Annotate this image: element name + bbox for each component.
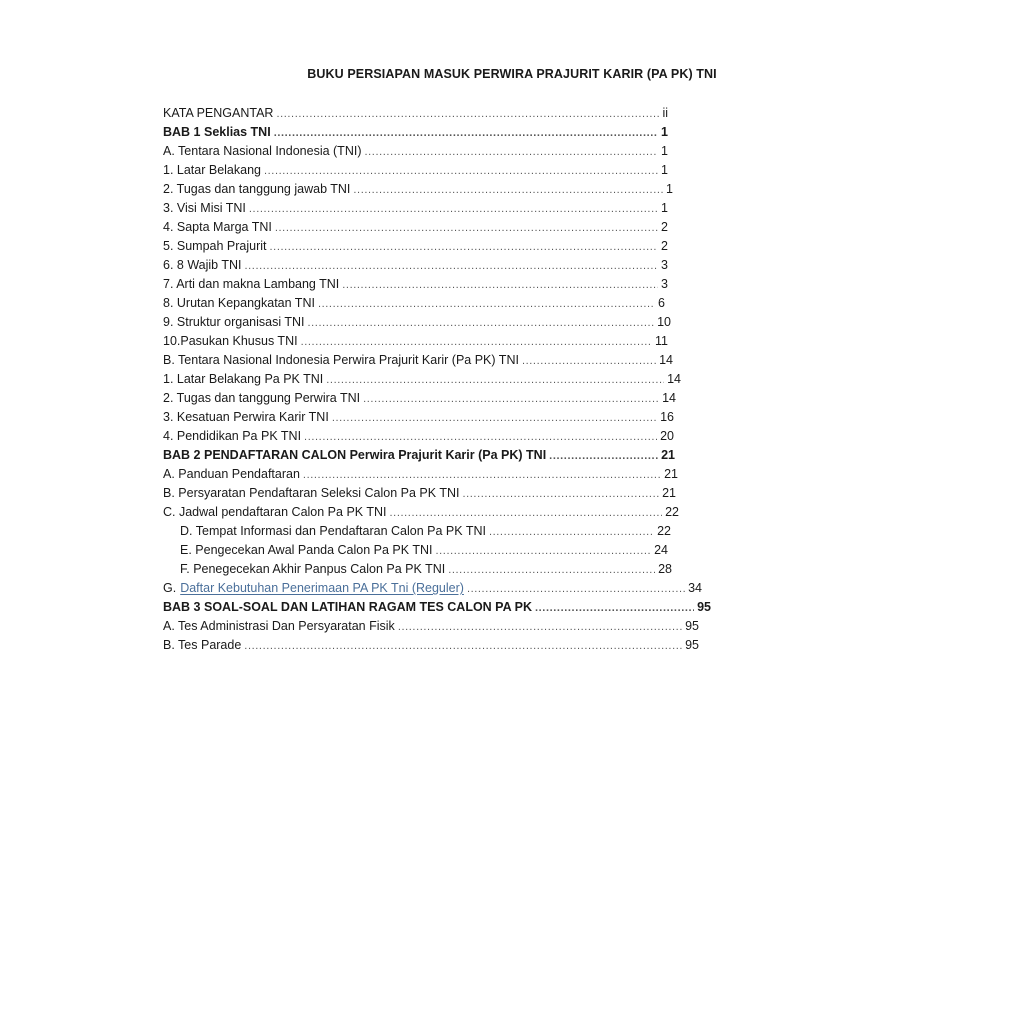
toc-dot-leader [390, 504, 663, 523]
toc-page-number: 11 [655, 334, 668, 348]
toc-dot-leader [522, 352, 656, 371]
toc-entry[interactable] [163, 218, 668, 237]
toc-dot-leader [435, 542, 651, 561]
toc-entry-label: C. Jadwal pendaftaran Calon Pa PK TNI [163, 505, 387, 519]
toc-entry-label: 8. Urutan Kepangkatan TNI [163, 296, 315, 310]
toc-dot-leader [264, 162, 658, 181]
toc-page-number: 28 [658, 562, 672, 576]
toc-page-number: 14 [667, 372, 681, 386]
toc-entry-link[interactable]: Daftar Kebutuhan Penerimaan PA PK Tni (Reguler) [180, 581, 464, 595]
table-of-contents [163, 104, 711, 655]
toc-dot-leader [549, 447, 658, 466]
toc-entry[interactable] [163, 199, 668, 218]
toc-entry[interactable] [163, 294, 665, 313]
toc-entry[interactable] [163, 427, 674, 446]
toc-entry[interactable] [163, 465, 678, 484]
toc-entry[interactable] [163, 541, 668, 560]
toc-page-number: 10 [657, 315, 671, 329]
toc-entry[interactable] [163, 560, 672, 579]
toc-dot-leader [245, 257, 659, 276]
toc-entry[interactable] [163, 484, 676, 503]
toc-dot-leader [398, 618, 682, 637]
toc-entry[interactable] [163, 579, 702, 598]
toc-entry[interactable] [163, 351, 673, 370]
toc-entry-label: 1. Latar Belakang Pa PK TNI [163, 372, 324, 386]
toc-page-number: 95 [697, 600, 711, 614]
toc-entry-label: 2. Tugas dan tanggung Perwira TNI [163, 391, 361, 405]
toc-entry-label: 2. Tugas dan tanggung jawab TNI [163, 182, 351, 196]
toc-dot-leader [304, 428, 657, 447]
toc-dot-leader [448, 561, 655, 580]
toc-page-number: 22 [657, 524, 671, 538]
toc-dot-leader [489, 523, 654, 542]
toc-page-number: 1 [661, 144, 668, 158]
toc-page-number: 20 [660, 429, 674, 443]
toc-dot-leader [303, 466, 661, 485]
toc-entry-label: A. Tentara Nasional Indonesia (TNI) [163, 144, 362, 158]
toc-dot-leader [275, 219, 658, 238]
toc-entry-label: 10.Pasukan Khusus TNI [163, 334, 298, 348]
toc-entry-label: B. Tes Parade [163, 638, 242, 652]
toc-page-number: 14 [662, 391, 676, 405]
toc-entry-label: 3. Visi Misi TNI [163, 201, 246, 215]
toc-page-number: 21 [664, 467, 678, 481]
toc-entry[interactable] [163, 313, 671, 332]
toc-entry[interactable] [163, 598, 711, 617]
toc-entry-label: 5. Sumpah Prajurit [163, 239, 267, 253]
toc-page-number: 95 [685, 638, 699, 652]
toc-entry-label: BAB 1 Seklias TNI [163, 125, 271, 139]
toc-entry[interactable] [163, 370, 681, 389]
toc-page-number: 34 [688, 581, 702, 595]
toc-entry-label: 4. Pendidikan Pa PK TNI [163, 429, 302, 443]
toc-entry-label: 1. Latar Belakang [163, 163, 261, 177]
toc-entry[interactable] [163, 446, 675, 465]
toc-entry[interactable] [163, 275, 668, 294]
toc-page-number: 14 [659, 353, 673, 367]
toc-entry[interactable] [163, 142, 668, 161]
toc-dot-leader [353, 181, 663, 200]
toc-dot-leader [332, 409, 657, 428]
document-title: BUKU PERSIAPAN MASUK PERWIRA PRAJURIT KARIR (PA PK) TNI [307, 67, 717, 81]
toc-page-number: 2 [661, 239, 668, 253]
toc-entry[interactable] [163, 180, 673, 199]
toc-entry-label: B. Persyaratan Pendaftaran Seleksi Calon Pa PK TNI [163, 486, 460, 500]
toc-entry[interactable] [163, 617, 699, 636]
toc-entry-label: D. Tempat Informasi dan Pendaftaran Calon Pa PK TNI [180, 524, 486, 538]
toc-page-number: 21 [661, 448, 675, 462]
toc-page-number: 22 [665, 505, 679, 519]
toc-page-number: 24 [654, 543, 668, 557]
toc-dot-leader [342, 276, 658, 295]
toc-page-number: 21 [662, 486, 676, 500]
toc-dot-leader [535, 599, 694, 618]
toc-page-number: ii [662, 106, 668, 120]
toc-entry-label: E. Pengecekan Awal Panda Calon Pa PK TNI [180, 543, 433, 557]
toc-entry[interactable] [163, 237, 668, 256]
toc-entry[interactable] [163, 522, 671, 541]
toc-entry[interactable] [163, 636, 699, 655]
toc-entry-label: 3. Kesatuan Perwira Karir TNI [163, 410, 329, 424]
toc-entry-label: 4. Sapta Marga TNI [163, 220, 272, 234]
toc-dot-leader [270, 238, 659, 257]
toc-dot-leader [244, 637, 682, 656]
toc-entry[interactable] [163, 104, 668, 123]
toc-page-number: 1 [661, 201, 668, 215]
toc-page-number: 16 [660, 410, 674, 424]
toc-page-number: 3 [661, 277, 668, 291]
toc-entry[interactable] [163, 503, 679, 522]
toc-dot-leader [308, 314, 655, 333]
toc-entry[interactable] [163, 161, 668, 180]
toc-dot-leader [276, 105, 659, 124]
toc-dot-leader [363, 390, 659, 409]
toc-entry-label: A. Panduan Pendaftaran [163, 467, 300, 481]
toc-dot-leader [364, 143, 658, 162]
toc-dot-leader [249, 200, 658, 219]
toc-entry-label: 6. 8 Wajib TNI [163, 258, 242, 272]
toc-page-number: 95 [685, 619, 699, 633]
toc-entry-label: 7. Arti dan makna Lambang TNI [163, 277, 340, 291]
toc-entry-label: KATA PENGANTAR [163, 106, 274, 120]
toc-entry-label: BAB 3 SOAL-SOAL DAN LATIHAN RAGAM TES CALON PA PK [163, 600, 532, 614]
toc-dot-leader [326, 371, 664, 390]
toc-dot-leader [467, 580, 685, 599]
toc-dot-leader [318, 295, 655, 314]
toc-entry-prefix: G. [163, 581, 177, 595]
toc-dot-leader [462, 485, 659, 504]
toc-entry-label: F. Penegecekan Akhir Panpus Calon Pa PK TNI [180, 562, 446, 576]
toc-entry[interactable] [163, 389, 676, 408]
toc-page-number: 1 [661, 125, 668, 139]
toc-page-number: 1 [661, 163, 668, 177]
toc-entry[interactable] [163, 332, 668, 351]
toc-page-number: 3 [661, 258, 668, 272]
toc-page-number: 2 [661, 220, 668, 234]
toc-entry-label: A. Tes Administrasi Dan Persyaratan Fisik [163, 619, 395, 633]
toc-entry-label: B. Tentara Nasional Indonesia Perwira Prajurit Karir (Pa PK) TNI [163, 353, 519, 367]
toc-dot-leader [274, 124, 658, 143]
toc-page-number: 1 [666, 182, 673, 196]
toc-entry[interactable] [163, 256, 668, 275]
toc-entry[interactable] [163, 408, 674, 427]
toc-dot-leader [301, 333, 652, 352]
toc-page-number: 6 [658, 296, 665, 310]
toc-entry-label: 9. Struktur organisasi TNI [163, 315, 305, 329]
toc-entry[interactable] [163, 123, 668, 142]
toc-entry-label: BAB 2 PENDAFTARAN CALON Perwira Prajurit Karir (Pa PK) TNI [163, 448, 547, 462]
